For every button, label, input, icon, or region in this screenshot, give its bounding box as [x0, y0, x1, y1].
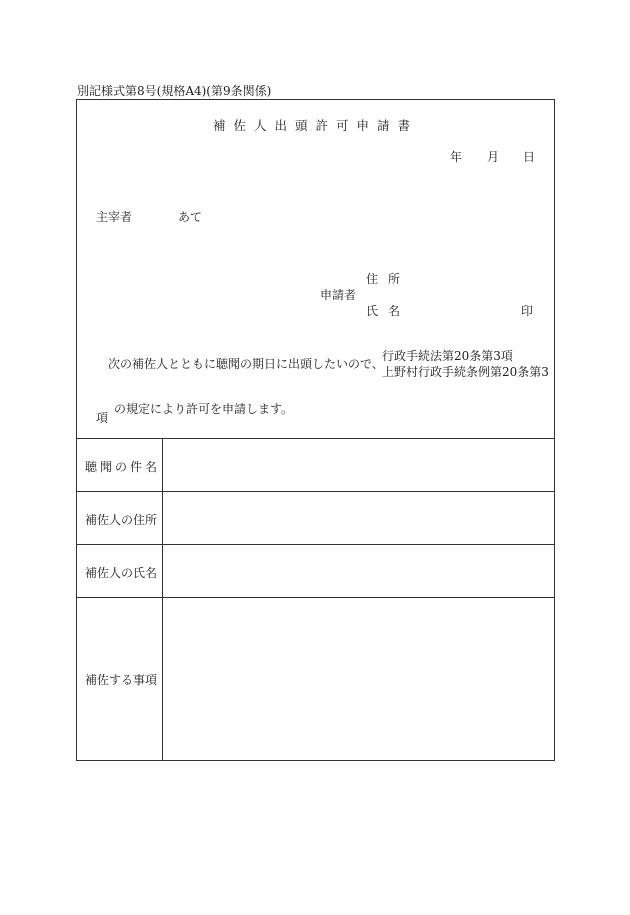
body-text-suffix-char: 項 — [96, 411, 109, 425]
date-year-label: 年 — [450, 150, 463, 164]
body-text-lead: 次の補佐人とともに聴聞の期日に出頭したいので、 — [108, 357, 384, 371]
addressee-name: 主宰者 — [96, 210, 133, 224]
applicant-name-label: 氏名 — [366, 304, 411, 318]
seal-mark: 印 — [521, 304, 534, 318]
law-reference-1: 行政手続法第20条第3項 — [382, 349, 513, 363]
row-label-assistant-name: 補佐人の氏名 — [85, 566, 158, 580]
date-month-label: 月 — [487, 150, 500, 164]
row-divider — [77, 597, 554, 598]
date-day-label: 日 — [523, 150, 536, 164]
law-reference-2: 上野村行政手続条例第20条第3 — [382, 365, 549, 379]
form-caption: 別記様式第8号(規格A4)(第9条関係) — [77, 84, 272, 98]
label-column-divider — [162, 438, 163, 760]
row-divider — [77, 544, 554, 545]
row-label-assistance-matters: 補佐する事項 — [85, 673, 158, 687]
row-label-assistant-address: 補佐人の住所 — [85, 513, 158, 527]
application-form — [76, 99, 555, 761]
addressee-suffix: あて — [178, 210, 203, 224]
row-label-hearing-subject: 聴聞の件名 — [85, 460, 161, 474]
applicant-address-label: 住所 — [366, 272, 411, 286]
table-top-divider — [77, 438, 554, 439]
row-divider — [77, 491, 554, 492]
form-title: 補佐人出頭許可申請書 — [212, 118, 418, 133]
applicant-label: 申請者 — [320, 288, 357, 302]
body-text-tail: の規定により許可を申請します。 — [114, 402, 294, 416]
